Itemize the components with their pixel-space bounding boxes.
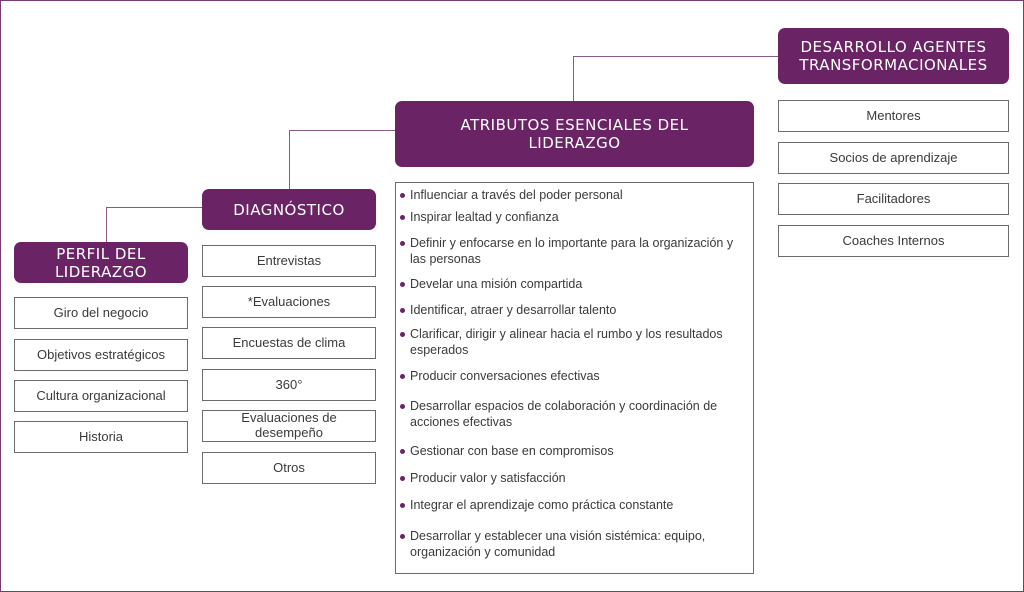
atributo-item: Producir valor y satisfacción	[400, 471, 745, 487]
desarrollo-item: Facilitadores	[778, 183, 1009, 215]
bullet-icon	[400, 449, 405, 454]
perfil-item: Giro del negocio	[14, 297, 188, 329]
diagnostico-item: Otros	[202, 452, 376, 484]
perfil-item: Objetivos estratégicos	[14, 339, 188, 371]
atributo-item: Desarrollar espacios de colaboración y coordinación de acciones efectivas	[400, 399, 745, 430]
atributo-item: Definir y enfocarse en lo importante para la organización y las personas	[400, 236, 745, 267]
connector-perfil-horizontal	[106, 207, 202, 208]
bullet-icon	[400, 308, 405, 313]
atributos-header: ATRIBUTOS ESENCIALES DEL LIDERAZGO	[395, 101, 754, 167]
bullet-icon	[400, 476, 405, 481]
diagnostico-header: DIAGNÓSTICO	[202, 189, 376, 230]
perfil-header: PERFIL DEL LIDERAZGO	[14, 242, 188, 283]
bullet-icon	[400, 404, 405, 409]
connector-diagnostico-vertical	[289, 130, 290, 189]
diagnostico-item: Entrevistas	[202, 245, 376, 277]
atributo-item: Desarrollar y establecer una visión sistémica: equipo, organización y comunidad	[400, 529, 745, 560]
atributo-item: Identificar, atraer y desarrollar talento	[400, 303, 745, 319]
desarrollo-item: Coaches Internos	[778, 225, 1009, 257]
atributo-item: Develar una misión compartida	[400, 277, 745, 293]
bullet-icon	[400, 534, 405, 539]
connector-perfil-vertical	[106, 207, 107, 242]
desarrollo-header: DESARROLLO AGENTES TRANSFORMACIONALES	[778, 28, 1009, 84]
diagnostico-item: *Evaluaciones	[202, 286, 376, 318]
perfil-item: Historia	[14, 421, 188, 453]
bullet-icon	[400, 374, 405, 379]
connector-atributos-vertical	[573, 56, 574, 101]
atributos-list	[395, 182, 754, 574]
perfil-item: Cultura organizacional	[14, 380, 188, 412]
diagnostico-item: 360°	[202, 369, 376, 401]
desarrollo-item: Socios de aprendizaje	[778, 142, 1009, 174]
desarrollo-item: Mentores	[778, 100, 1009, 132]
atributo-item: Integrar el aprendizaje como práctica constante	[400, 498, 745, 514]
bullet-icon	[400, 503, 405, 508]
atributo-item: Influenciar a través del poder personal	[400, 188, 745, 204]
atributo-item: Clarificar, dirigir y alinear hacia el rumbo y los resultados esperados	[400, 327, 745, 358]
diagnostico-item: Encuestas de clima	[202, 327, 376, 359]
bullet-icon	[400, 193, 405, 198]
atributo-item: Gestionar con base en compromisos	[400, 444, 745, 460]
bullet-icon	[400, 282, 405, 287]
atributo-item: Inspirar lealtad y confianza	[400, 210, 745, 226]
bullet-icon	[400, 215, 405, 220]
atributo-item: Producir conversaciones efectivas	[400, 369, 745, 385]
bullet-icon	[400, 332, 405, 337]
connector-diagnostico-horizontal	[289, 130, 395, 131]
connector-atributos-horizontal	[573, 56, 778, 57]
diagnostico-item: Evaluaciones de desempeño	[202, 410, 376, 442]
bullet-icon	[400, 241, 405, 246]
